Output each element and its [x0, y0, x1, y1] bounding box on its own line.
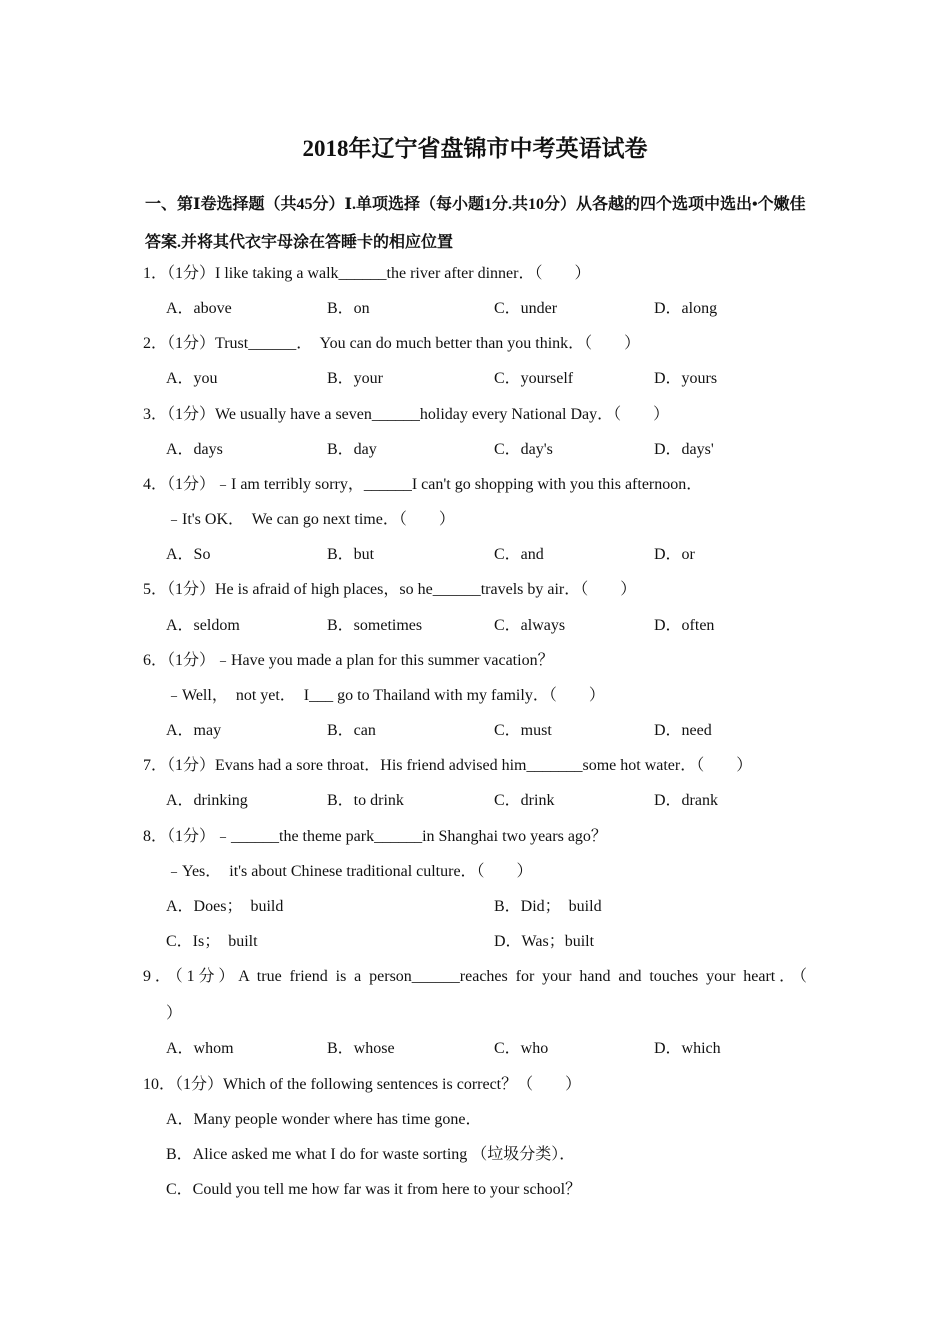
question-8-line2: ﹣Yes． it's about Chinese traditional culture．（ ）	[166, 863, 533, 880]
question-9-stem: 9．（1分）A true friend is a person______reaches for your hand and touches your heart．（	[143, 968, 807, 985]
question-5-option-c: C．always	[494, 617, 566, 634]
question-7-option-b: B．to drink	[327, 792, 404, 809]
question-3-option-d: D．days'	[654, 441, 714, 458]
question-4-option-d: D．or	[654, 546, 695, 563]
question-3-option-c: C．day's	[494, 441, 553, 458]
question-1-option-b: B．on	[327, 300, 370, 317]
question-4-option-a: A．So	[166, 546, 211, 563]
question-3-stem: 3．（1分）We usually have a seven______holiday every National Day．（ ）	[143, 406, 670, 423]
question-9-line2: ）	[166, 1005, 183, 1022]
question-9-option-c: C．who	[494, 1040, 549, 1057]
question-2-option-c: C．yourself	[494, 370, 574, 387]
question-8-option-b: B．Did； build	[494, 898, 602, 915]
question-2-option-d: D．yours	[654, 370, 718, 387]
question-1-option-c: C．under	[494, 300, 558, 317]
question-3-option-a: A．days	[166, 441, 223, 458]
question-6-option-c: C．must	[494, 722, 552, 739]
question-6-option-d: D．need	[654, 722, 712, 739]
question-6-option-a: A．may	[166, 722, 222, 739]
question-2-option-a: A．you	[166, 370, 218, 387]
question-5-option-a: A．seldom	[166, 617, 240, 634]
question-10-option-a: A．Many people wonder where has time gone．	[166, 1111, 482, 1128]
question-4-line2: ﹣It's OK． We can go next time．（ ）	[166, 511, 455, 528]
question-6-option-b: B．can	[327, 722, 376, 739]
question-2-stem: 2．（1分）Trust______． You can do much better than you think．（ ）	[143, 335, 641, 352]
question-10-option-c: C．Could you tell me how far was it from here to your school？	[166, 1181, 582, 1198]
question-6-line2: ﹣Well， not yet． I___ go to Thailand with my family．（ ）	[166, 687, 605, 704]
question-7-option-d: D．drank	[654, 792, 718, 809]
exam-title: 2018年辽宁省盘锦市中考英语试卷	[302, 136, 648, 161]
question-4-stem: 4．（1分）﹣I am terribly sorry，______I can't go shopping with you this afternoon．	[143, 476, 703, 493]
question-7-option-c: C．drink	[494, 792, 555, 809]
question-8-option-c: C．Is； built	[166, 933, 258, 950]
question-5-stem: 5．（1分）He is afraid of high places，so he______travels by air．（ ）	[143, 581, 637, 598]
question-2-option-b: B．your	[327, 370, 384, 387]
question-4-option-c: C．and	[494, 546, 544, 563]
question-10-stem: 10．（1分）Which of the following sentences is correct？（ ）	[143, 1076, 582, 1093]
question-6-stem: 6．（1分）﹣Have you made a plan for this summer vacation？	[143, 652, 554, 669]
question-7-stem: 7．（1分）Evans had a sore throat．His friend advised him_______some hot water．（ ）	[143, 757, 753, 774]
question-3-option-b: B．day	[327, 441, 377, 458]
question-1-stem: 1．（1分）I like taking a walk______the river after dinner．（ ）	[143, 265, 591, 282]
question-9-option-d: D．which	[654, 1040, 721, 1057]
question-5-option-b: B．sometimes	[327, 617, 423, 634]
question-5-option-d: D．often	[654, 617, 715, 634]
question-8-option-a: A．Does； build	[166, 898, 284, 915]
question-9-option-a: A．whom	[166, 1040, 234, 1057]
question-10-option-b: B．Alice asked me what I do for waste sorting （垃圾分类）．	[166, 1146, 576, 1163]
question-9-option-b: B．whose	[327, 1040, 395, 1057]
question-7-option-a: A．drinking	[166, 792, 248, 809]
question-1-option-a: A．above	[166, 300, 232, 317]
question-8-option-d: D．Was；built	[494, 933, 595, 950]
question-1-option-d: D．along	[654, 300, 718, 317]
question-8-stem: 8．（1分）﹣______the theme park______in Shanghai two years ago？	[143, 828, 607, 845]
section-heading: 一、第Ⅰ卷选择题（共45分）Ⅰ.单项选择（每小题1分.共10分）从各越的四个选项中选出•个嫩佳答案.并将其代衣宇母涂在答睡卡的相应位置	[145, 196, 806, 251]
question-4-option-b: B．but	[327, 546, 375, 563]
